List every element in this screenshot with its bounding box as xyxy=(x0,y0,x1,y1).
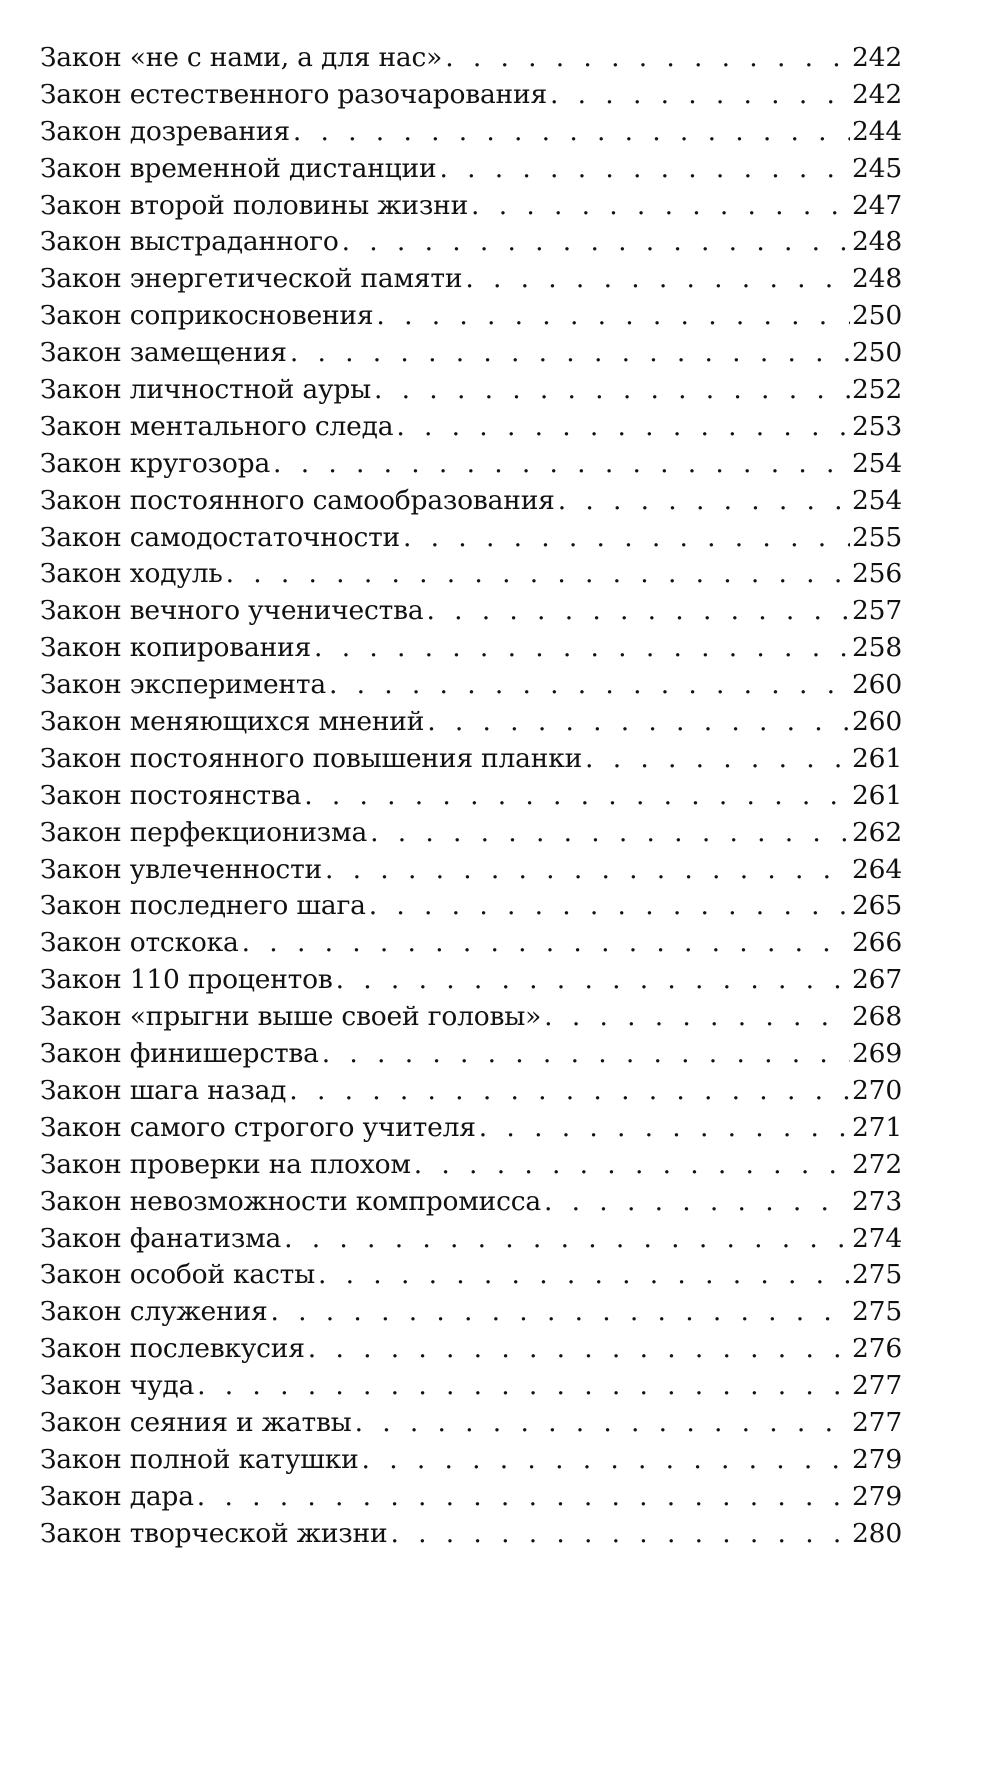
toc-entry xyxy=(40,116,902,153)
toc-entry-title: Закон дозревания xyxy=(40,115,290,147)
toc-entry-page-number: 272 xyxy=(852,1148,902,1180)
toc-entry-page-number: 268 xyxy=(852,1001,902,1033)
toc-entry xyxy=(40,854,902,891)
dot-leader xyxy=(414,1149,850,1180)
dot-leader xyxy=(369,890,850,921)
toc-entry-title: Закон финишерства xyxy=(40,1038,319,1070)
toc-entry-page-number: 250 xyxy=(852,337,902,369)
dot-leader xyxy=(329,669,850,700)
toc-entry-title: Закон постоянного повышения планки xyxy=(40,742,583,774)
toc-entry-page-number: 254 xyxy=(852,447,902,479)
toc-entry xyxy=(40,153,902,190)
toc-entry xyxy=(40,1370,902,1407)
toc-entry-title: Закон невозможности компромисса xyxy=(40,1185,542,1217)
toc-entry-page-number: 242 xyxy=(852,78,902,110)
dot-leader xyxy=(396,411,850,442)
toc-entry-title: Закон ходуль xyxy=(40,558,223,590)
toc-entry-title: Закон постоянного самообразования xyxy=(40,484,555,516)
toc-entry-title: Закон фанатизма xyxy=(40,1222,282,1254)
toc-entry-page-number: 275 xyxy=(852,1296,902,1328)
toc-entry xyxy=(40,374,902,411)
toc-entry xyxy=(40,927,902,964)
toc-entry xyxy=(40,1259,902,1296)
toc-entry-page-number: 245 xyxy=(852,152,902,184)
toc-entry-page-number: 279 xyxy=(852,1443,902,1475)
toc-entry-title: Закон ментального следа xyxy=(40,410,394,442)
dot-leader xyxy=(197,1370,850,1401)
toc-entry xyxy=(40,411,902,448)
toc-entry xyxy=(40,300,902,337)
toc-entry-title: Закон соприкосновения xyxy=(40,300,374,332)
toc-entry xyxy=(40,1001,902,1038)
toc-entry xyxy=(40,632,902,669)
toc-entry xyxy=(40,42,902,79)
toc-entry-title: Закон эксперимента xyxy=(40,669,326,701)
toc-entry-page-number: 277 xyxy=(852,1370,902,1402)
dot-leader xyxy=(550,79,850,110)
toc-entry-page-number: 254 xyxy=(852,484,902,516)
toc-entry xyxy=(40,79,902,116)
toc-entry-title: Закон вечного ученичества xyxy=(40,595,424,627)
toc-entry-page-number: 258 xyxy=(852,632,902,664)
toc-entry-page-number: 252 xyxy=(852,374,902,406)
dot-leader xyxy=(325,854,850,885)
toc-entry xyxy=(40,964,902,1001)
toc-entry-title: Закон личностной ауры xyxy=(40,374,371,406)
toc-entry-page-number: 264 xyxy=(852,853,902,885)
dot-leader xyxy=(273,448,850,479)
toc-entry xyxy=(40,558,902,595)
dot-leader xyxy=(289,1075,850,1106)
toc-entry xyxy=(40,669,902,706)
toc-entry xyxy=(40,706,902,743)
toc-entry-page-number: 280 xyxy=(852,1517,902,1549)
toc-entry-page-number: 277 xyxy=(852,1406,902,1438)
toc-entry-title: Закон меняющихся мнений xyxy=(40,706,425,738)
toc-entry-title: Закон увлеченности xyxy=(40,853,322,885)
toc-entry-page-number: 276 xyxy=(852,1333,902,1365)
toc-entry xyxy=(40,1481,902,1518)
toc-entry-title: Закон последнего шага xyxy=(40,890,366,922)
toc-entry xyxy=(40,1149,902,1186)
toc-entry-title: Закон чуда xyxy=(40,1370,195,1402)
toc-entry-page-number: 271 xyxy=(852,1111,902,1143)
toc-entry-page-number: 248 xyxy=(852,226,902,258)
toc-entry xyxy=(40,1333,902,1370)
toc-entry xyxy=(40,1112,902,1149)
toc-entry xyxy=(40,1223,902,1260)
toc-list xyxy=(40,42,902,1555)
toc-entry xyxy=(40,1407,902,1444)
toc-entry-title: Закон «не с нами, а для нас» xyxy=(40,42,443,73)
toc-entry-page-number: 247 xyxy=(852,189,902,221)
toc-entry xyxy=(40,1038,902,1075)
toc-entry-title: Закон дара xyxy=(40,1480,194,1512)
toc-entry xyxy=(40,1296,902,1333)
toc-entry xyxy=(40,1518,902,1555)
toc-entry-page-number: 269 xyxy=(852,1038,902,1070)
toc-entry-title: Закон послевкусия xyxy=(40,1333,305,1365)
toc-entry xyxy=(40,1186,902,1223)
toc-entry xyxy=(40,890,902,927)
toc-entry-title: Закон проверки на плохом xyxy=(40,1148,411,1180)
toc-entry xyxy=(40,1075,902,1112)
toc-entry-page-number: 261 xyxy=(852,742,902,774)
dot-leader xyxy=(544,1001,850,1032)
dot-leader xyxy=(558,485,850,516)
toc-entry-page-number: 267 xyxy=(852,964,902,996)
dot-leader xyxy=(445,42,850,73)
toc-entry-title: Закон 110 процентов xyxy=(40,964,333,996)
dot-leader xyxy=(370,817,850,848)
dot-leader xyxy=(390,1518,850,1549)
dot-leader xyxy=(362,1444,850,1475)
toc-entry-page-number: 265 xyxy=(852,890,902,922)
toc-entry xyxy=(40,263,902,300)
toc-entry xyxy=(40,817,902,854)
toc-entry-page-number: 257 xyxy=(852,595,902,627)
toc-entry-title: Закон кругозора xyxy=(40,447,271,479)
toc-entry-page-number: 279 xyxy=(852,1480,902,1512)
toc-entry-page-number: 273 xyxy=(852,1185,902,1217)
toc-entry-title: Закон перфекционизма xyxy=(40,816,368,848)
toc-entry xyxy=(40,780,902,817)
toc-entry-page-number: 253 xyxy=(852,410,902,442)
dot-leader xyxy=(465,263,850,294)
toc-entry xyxy=(40,485,902,522)
toc-entry xyxy=(40,337,902,374)
toc-entry-title: Закон энергетической памяти xyxy=(40,263,463,295)
toc-entry-title: Закон «прыгни выше своей головы» xyxy=(40,1001,542,1033)
toc-entry-page-number: 256 xyxy=(852,558,902,590)
toc-entry xyxy=(40,595,902,632)
toc-entry-title: Закон отскока xyxy=(40,927,239,959)
toc-entry xyxy=(40,743,902,780)
dot-leader xyxy=(374,374,850,405)
toc-entry-title: Закон полной катушки xyxy=(40,1443,359,1475)
toc-entry-title: Закон замещения xyxy=(40,337,287,369)
toc-entry xyxy=(40,1444,902,1481)
dot-leader xyxy=(342,226,850,257)
toc-entry-title: Закон постоянства xyxy=(40,779,302,811)
toc-entry-title: Закон самодостаточности xyxy=(40,521,401,553)
dot-leader xyxy=(318,1259,850,1290)
toc-entry-page-number: 255 xyxy=(852,521,902,553)
toc-entry-title: Закон особой касты xyxy=(40,1259,316,1291)
dot-leader xyxy=(426,595,850,626)
toc-entry-page-number: 244 xyxy=(852,115,902,147)
dot-leader xyxy=(284,1223,850,1254)
toc-entry-page-number: 248 xyxy=(852,263,902,295)
toc-entry-page-number: 262 xyxy=(852,816,902,848)
toc-entry-page-number: 250 xyxy=(852,300,902,332)
toc-entry-page-number: 270 xyxy=(852,1074,902,1106)
toc-entry-title: Закон шага назад xyxy=(40,1074,287,1106)
dot-leader xyxy=(197,1481,850,1512)
toc-entry-page-number: 275 xyxy=(852,1259,902,1291)
dot-leader xyxy=(336,964,850,995)
toc-entry-title: Закон временной дистанции xyxy=(40,152,437,184)
dot-leader xyxy=(479,1112,850,1143)
dot-leader xyxy=(544,1186,850,1217)
dot-leader xyxy=(471,190,850,221)
dot-leader xyxy=(314,632,850,663)
toc-entry-title: Закон естественного разочарования xyxy=(40,78,547,110)
dot-leader xyxy=(585,743,850,774)
toc-entry xyxy=(40,226,902,263)
toc-entry-title: Закон сеяния и жатвы xyxy=(40,1406,352,1438)
dot-leader xyxy=(226,558,850,589)
toc-entry-page-number: 274 xyxy=(852,1222,902,1254)
dot-leader xyxy=(427,706,850,737)
toc-entry-page-number: 260 xyxy=(852,706,902,738)
toc-entry-title: Закон копирования xyxy=(40,632,312,664)
toc-entry-title: Закон выстраданного xyxy=(40,226,339,258)
toc-entry xyxy=(40,190,902,227)
dot-leader xyxy=(322,1038,850,1069)
toc-entry-title: Закон творческой жизни xyxy=(40,1517,388,1549)
dot-leader xyxy=(355,1407,850,1438)
toc-entry-page-number: 260 xyxy=(852,669,902,701)
dot-leader xyxy=(308,1333,850,1364)
toc-entry-page-number: 266 xyxy=(852,927,902,959)
table-of-contents-page xyxy=(40,42,902,1555)
toc-entry-title: Закон второй половины жизни xyxy=(40,189,469,221)
toc-entry-title: Закон самого строгого учителя xyxy=(40,1111,476,1143)
toc-entry-title: Закон служения xyxy=(40,1296,268,1328)
dot-leader xyxy=(304,780,850,811)
toc-entry-page-number: 242 xyxy=(852,42,902,73)
dot-leader xyxy=(376,300,850,331)
dot-leader xyxy=(403,522,850,553)
dot-leader xyxy=(290,337,850,368)
toc-entry-page-number: 261 xyxy=(852,779,902,811)
toc-entry xyxy=(40,448,902,485)
dot-leader xyxy=(270,1296,850,1327)
dot-leader xyxy=(439,153,850,184)
toc-entry xyxy=(40,522,902,559)
dot-leader xyxy=(293,116,850,147)
dot-leader xyxy=(242,927,850,958)
